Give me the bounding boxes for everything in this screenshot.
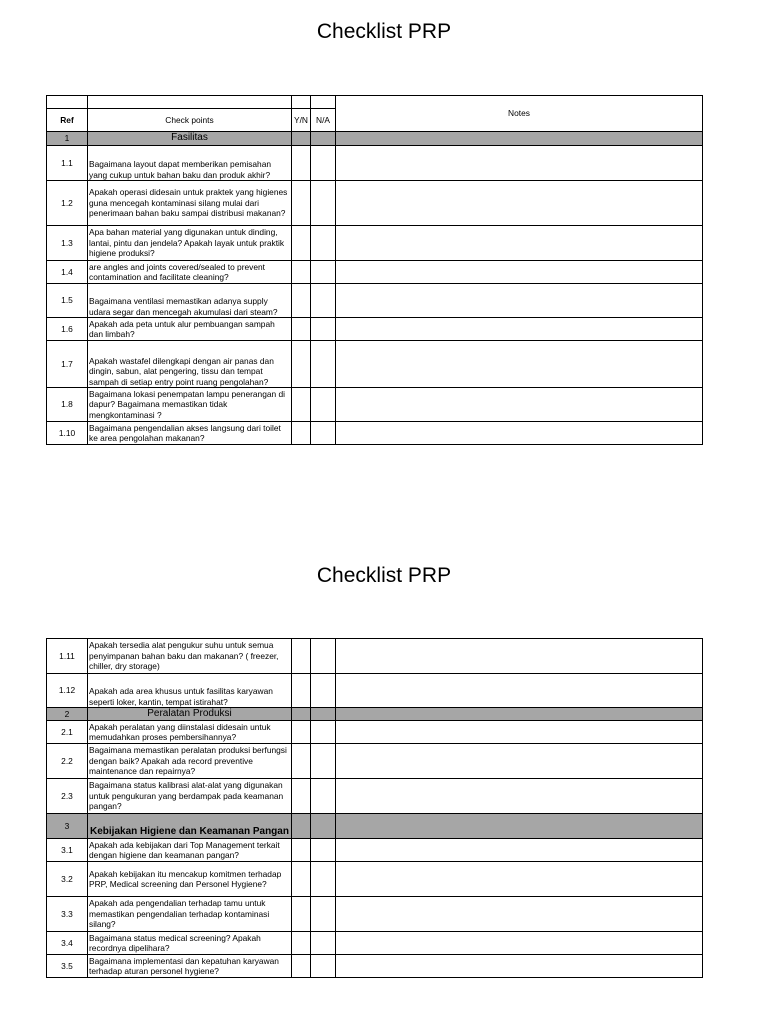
row-ref: 1.12 [47, 674, 88, 708]
section-ref: 1 [47, 132, 88, 146]
cell [292, 132, 311, 146]
yn-cell[interactable] [292, 146, 311, 181]
yn-cell[interactable] [292, 341, 311, 388]
na-cell[interactable] [311, 226, 336, 261]
table-row [47, 674, 703, 708]
check-points-header: Check points [88, 109, 292, 132]
cell [47, 96, 88, 109]
cell [292, 814, 311, 839]
na-cell[interactable] [311, 721, 336, 744]
na-cell[interactable] [311, 674, 336, 708]
table-row [47, 422, 703, 445]
section-title: Peralatan Produksi [88, 708, 292, 721]
na-cell[interactable] [311, 839, 336, 862]
table-row [47, 639, 703, 674]
table-row [47, 284, 703, 318]
row-text: Bagaimana layout dapat memberikan pemisahan yang cukup untuk bahan baku dan produk akhir? [88, 146, 292, 181]
row-text: Bagaimana implementasi dan kepatuhan karyawan terhadap aturan personel hygiene? [88, 955, 292, 978]
section-title: Fasilitas [88, 132, 292, 146]
table-row [47, 318, 703, 341]
row-text: Apa bahan material yang digunakan untuk dinding, lantai, pintu dan jendela? Apakah layak untuk praktik higiene produksi? [88, 226, 292, 261]
yn-cell[interactable] [292, 261, 311, 284]
section-row [47, 814, 703, 839]
header-spacer-row [47, 96, 703, 109]
row-text: are angles and joints covered/sealed to prevent contamination and facilitate cleaning? [88, 261, 292, 284]
table-row [47, 721, 703, 744]
yn-cell[interactable] [292, 639, 311, 674]
notes-cell[interactable] [336, 897, 703, 932]
na-cell[interactable] [311, 744, 336, 779]
page-title: Checklist PRP [316, 20, 452, 43]
row-text: Apakah ada peta untuk alur pembuangan sampah dan limbah? [88, 318, 292, 341]
table-row [47, 744, 703, 779]
yn-cell[interactable] [292, 744, 311, 779]
row-text: Apakah peralatan yang diinstalasi didesain untuk memudahkan proses pembersihannya? [88, 721, 292, 744]
row-text: Bagaimana pengendalian akses langsung dari toilet ke area pengolahan makanan? [88, 422, 292, 445]
na-cell[interactable] [311, 779, 336, 814]
yn-cell[interactable] [292, 779, 311, 814]
na-cell[interactable] [311, 181, 336, 226]
row-ref: 2.1 [47, 721, 88, 744]
row-ref: 3.1 [47, 839, 88, 862]
na-cell[interactable] [311, 261, 336, 284]
yn-cell[interactable] [292, 388, 311, 422]
row-ref: 3.5 [47, 955, 88, 978]
na-cell[interactable] [311, 146, 336, 181]
yn-cell[interactable] [292, 839, 311, 862]
row-ref: 2.2 [47, 744, 88, 779]
cell [292, 96, 311, 109]
row-ref: 1.2 [47, 181, 88, 226]
notes-cell[interactable] [336, 181, 703, 226]
row-ref: 3.3 [47, 897, 88, 932]
notes-cell[interactable] [336, 862, 703, 897]
na-header: N/A [311, 109, 336, 132]
cell [311, 814, 336, 839]
notes-cell[interactable] [336, 721, 703, 744]
section-row [47, 132, 703, 146]
na-cell[interactable] [311, 318, 336, 341]
yn-header: Y/N [292, 109, 311, 132]
notes-cell[interactable] [336, 839, 703, 862]
section-ref: 3 [47, 814, 88, 839]
notes-cell[interactable] [336, 388, 703, 422]
row-text: Apakah ada kebijakan dari Top Management terkait dengan higiene dan keamanan pangan? [88, 839, 292, 862]
row-text: Apakah operasi didesain untuk praktek yang higienes guna mencegah kontaminasi silang mulai dari penerimaan bahan baku sampai distribusi makanan? [88, 181, 292, 226]
row-ref: 1.6 [47, 318, 88, 341]
yn-cell[interactable] [292, 897, 311, 932]
row-text: Apakah ada pengendalian terhadap tamu untuk memastikan pengendalian terhadap kontaminasi silang? [88, 897, 292, 932]
table-row [47, 261, 703, 284]
row-ref: 2.3 [47, 779, 88, 814]
ref-header: Ref [47, 109, 88, 132]
notes-cell[interactable] [336, 779, 703, 814]
cell [336, 132, 703, 146]
na-cell[interactable] [311, 422, 336, 445]
yn-cell[interactable] [292, 955, 311, 978]
row-ref: 3.2 [47, 862, 88, 897]
yn-cell[interactable] [292, 721, 311, 744]
notes-cell[interactable] [336, 146, 703, 181]
row-text: Apakah wastafel dilengkapi dengan air panas dan dingin, sabun, alat pengering, tissu dan tempat sampah di setiap entry point ruang pengolahan? [88, 341, 292, 388]
table-row [47, 341, 703, 388]
table-row [47, 862, 703, 897]
cell [311, 708, 336, 721]
cell [336, 814, 703, 839]
notes-cell[interactable] [336, 226, 703, 261]
notes-cell[interactable] [336, 639, 703, 674]
table-row [47, 839, 703, 862]
row-text: Bagaimana status medical screening? Apakah recordnya dipelihara? [88, 932, 292, 955]
na-cell[interactable] [311, 897, 336, 932]
row-text: Apakah kebijakan itu mencakup komitmen terhadap PRP, Medical screening dan Personel Hygiene? [88, 862, 292, 897]
checklist-table-1 [46, 95, 703, 445]
row-text: Bagaimana lokasi penempatan lampu penerangan di dapur? Bagaimana memastikan tidak mengkontaminasi ? [88, 388, 292, 422]
yn-cell[interactable] [292, 932, 311, 955]
yn-cell[interactable] [292, 181, 311, 226]
row-ref: 1.7 [47, 341, 88, 388]
notes-cell[interactable] [336, 674, 703, 708]
cell [311, 132, 336, 146]
row-text: Bagaimana ventilasi memastikan adanya supply udara segar dan mencegah akumulasi dari steam? [88, 284, 292, 318]
notes-cell[interactable] [336, 932, 703, 955]
notes-cell[interactable] [336, 955, 703, 978]
na-cell[interactable] [311, 284, 336, 318]
row-ref: 1.11 [47, 639, 88, 674]
table-row [47, 388, 703, 422]
cell [311, 96, 336, 109]
row-text: Apakah tersedia alat pengukur suhu untuk semua penyimpanan bahan baku dan makanan? ( freezer, chiller, dry storage) [88, 639, 292, 674]
cell [88, 96, 292, 109]
na-cell[interactable] [311, 862, 336, 897]
yn-cell[interactable] [292, 674, 311, 708]
na-cell[interactable] [311, 955, 336, 978]
row-ref: 1.4 [47, 261, 88, 284]
notes-cell[interactable] [336, 744, 703, 779]
notes-header: Notes [336, 96, 703, 132]
row-text: Apakah ada area khusus untuk fasilitas karyawan seperti loker, kantin, tempat istirahat? [88, 674, 292, 708]
table-row [47, 146, 703, 181]
na-cell[interactable] [311, 932, 336, 955]
notes-cell[interactable] [336, 318, 703, 341]
notes-cell[interactable] [336, 341, 703, 388]
yn-cell[interactable] [292, 318, 311, 341]
yn-cell[interactable] [292, 226, 311, 261]
yn-cell[interactable] [292, 422, 311, 445]
na-cell[interactable] [311, 639, 336, 674]
notes-cell[interactable] [336, 422, 703, 445]
page-title: Checklist PRP [316, 564, 452, 587]
row-text: Bagaimana status kalibrasi alat-alat yang digunakan untuk pengukuran yang berdampak pada keamanan pangan? [88, 779, 292, 814]
row-ref: 1.5 [47, 284, 88, 318]
row-ref: 1.10 [47, 422, 88, 445]
na-cell[interactable] [311, 388, 336, 422]
row-ref: 1.1 [47, 146, 88, 181]
na-cell[interactable] [311, 341, 336, 388]
cell [292, 708, 311, 721]
yn-cell[interactable] [292, 862, 311, 897]
table-row [47, 955, 703, 978]
notes-cell[interactable] [336, 284, 703, 318]
table-row [47, 226, 703, 261]
checklist-table-2 [46, 638, 703, 978]
row-ref: 1.8 [47, 388, 88, 422]
table-row [47, 897, 703, 932]
table-row [47, 779, 703, 814]
row-ref: 3.4 [47, 932, 88, 955]
row-ref: 1.3 [47, 226, 88, 261]
section-row [47, 708, 703, 721]
notes-cell[interactable] [336, 261, 703, 284]
yn-cell[interactable] [292, 284, 311, 318]
section-ref: 2 [47, 708, 88, 721]
section-title: Kebijakan Higiene dan Keamanan Pangan [88, 814, 292, 839]
cell [336, 708, 703, 721]
table-row [47, 181, 703, 226]
row-text: Bagaimana memastikan peralatan produksi berfungsi dengan baik? Apakah ada record preventive maintenance dan repairnya? [88, 744, 292, 779]
table-row [47, 932, 703, 955]
